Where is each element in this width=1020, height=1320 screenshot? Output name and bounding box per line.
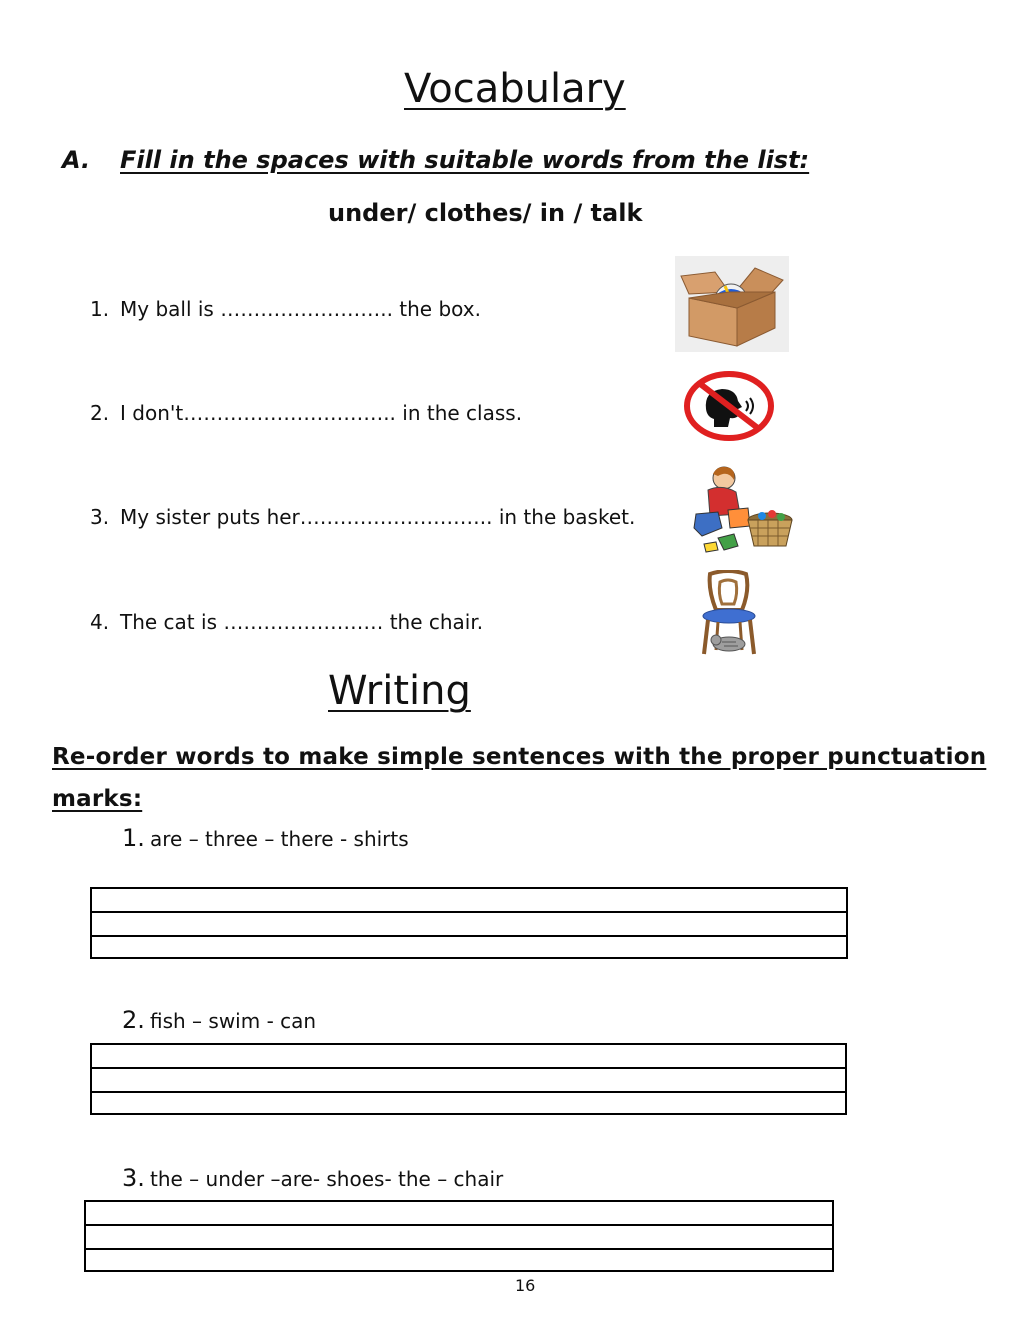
ball-in-box-icon xyxy=(675,256,789,352)
answer-line[interactable] xyxy=(92,1093,845,1117)
no-talking-icon xyxy=(684,371,774,441)
item-number: 3. xyxy=(90,505,110,529)
cat-under-chair-icon xyxy=(698,570,760,656)
vocabulary-instruction: Fill in the spaces with suitable words from the list: xyxy=(120,146,810,174)
writing-item-text: are – three – there - shirts xyxy=(150,827,409,851)
writing-item-number: 3. xyxy=(122,1164,145,1192)
writing-title: Writing xyxy=(328,668,471,714)
answer-line[interactable] xyxy=(92,889,846,913)
list-item xyxy=(90,297,481,321)
writing-item xyxy=(122,1164,503,1192)
writing-item-text: the – under –are- shoes- the – chair xyxy=(150,1167,504,1191)
answer-lines[interactable] xyxy=(84,1200,834,1272)
item-text: I don't………………………….. in the class. xyxy=(120,401,523,425)
clothes-basket-icon xyxy=(688,464,796,556)
writing-item-number: 2. xyxy=(122,1006,145,1034)
writing-item xyxy=(122,1006,316,1034)
page-number: 16 xyxy=(515,1276,536,1295)
item-number: 2. xyxy=(90,401,110,425)
vocabulary-title: Vocabulary xyxy=(404,66,626,112)
answer-line[interactable] xyxy=(86,1226,832,1250)
section-letter: A. xyxy=(62,146,91,174)
answer-line[interactable] xyxy=(92,937,846,961)
item-text: My sister puts her……………………….. in the basket. xyxy=(120,505,636,529)
answer-lines[interactable] xyxy=(90,887,848,959)
writing-item-text: fish – swim - can xyxy=(150,1009,317,1033)
item-number: 1. xyxy=(90,297,110,321)
item-number: 4. xyxy=(90,610,110,634)
item-text: The cat is …………………… the chair. xyxy=(120,610,484,634)
item-text: My ball is …………………….. the box. xyxy=(120,297,481,321)
answer-lines[interactable] xyxy=(90,1043,847,1115)
answer-line[interactable] xyxy=(92,1069,845,1093)
answer-line[interactable] xyxy=(86,1250,832,1274)
writing-item xyxy=(122,824,409,852)
answer-line[interactable] xyxy=(86,1202,832,1226)
writing-instruction-line2: marks: xyxy=(52,786,143,812)
word-list: under/ clothes/ in / talk xyxy=(328,199,643,227)
list-item xyxy=(90,401,522,425)
writing-item-number: 1. xyxy=(122,824,145,852)
list-item xyxy=(90,505,635,529)
list-item xyxy=(90,610,483,634)
answer-line[interactable] xyxy=(92,913,846,937)
answer-line[interactable] xyxy=(92,1045,845,1069)
writing-instruction-line1: Re-order words to make simple sentences with the proper punctuation xyxy=(52,744,987,770)
